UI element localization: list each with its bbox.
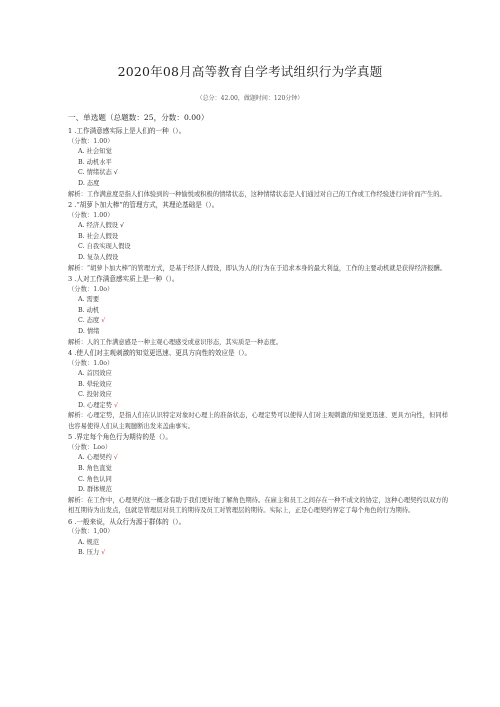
answer-option-text: C. 自我实现人假设 bbox=[78, 243, 131, 251]
document-body bbox=[68, 112, 448, 559]
answer-option bbox=[68, 475, 448, 486]
answer-option-text: B. 动机水平 bbox=[78, 158, 112, 166]
question-block bbox=[68, 200, 448, 274]
correct-checkmark-icon: √ bbox=[113, 169, 118, 177]
answer-option-text: A. 社会知觉 bbox=[78, 148, 112, 156]
section-header: 一、单选题（总题数：25，分数：0.00） bbox=[68, 113, 209, 122]
answer-option bbox=[68, 538, 448, 549]
answer-option-text: B. 动机 bbox=[78, 306, 100, 314]
question-stem: 6 .一般来说，从众行为源于群体的（）。 bbox=[68, 517, 186, 526]
answer-option-text: A. 需要 bbox=[78, 296, 100, 304]
answer-option-text: C. 情绪状态 bbox=[78, 169, 112, 177]
answer-option bbox=[68, 242, 448, 253]
correct-checkmark-icon: √ bbox=[101, 317, 106, 325]
answer-option bbox=[68, 316, 448, 327]
question-stem: 5 .界定每个角色行为期待的是（）。 bbox=[68, 433, 172, 442]
question-score: （分数：1.0o） bbox=[68, 359, 114, 367]
question-explanation: 解析：工作满意度是指人们体验到的一种愉悦或积极的情绪状态，这种情绪状态是人们通过对自己的工作或工作经验进行评价而产生的。 bbox=[68, 190, 446, 198]
question-explanation: 解析：在工作中，心理契约这一概念有助于我们更好地了解角色期待。在雇主和员工之间存在一种不成文的协定，这种心理契约以双方的相互期待为出发点，包就是管理层对员工的期待及员工对管理层的期待。实际上，正是心理契约界定了每个角色的行为期待。 bbox=[68, 496, 448, 515]
question-list bbox=[68, 126, 448, 559]
correct-checkmark-icon: √ bbox=[120, 222, 125, 230]
answer-option bbox=[68, 464, 448, 475]
answer-option-text: B. 社会人假设 bbox=[78, 232, 119, 240]
answer-option-text: D. 群体规范 bbox=[78, 486, 113, 494]
question-score: （分数：1.0o） bbox=[68, 285, 114, 293]
answer-option-text: A. 心理契约 bbox=[78, 454, 112, 462]
answer-option-text: C. 投射效应 bbox=[78, 391, 112, 399]
answer-option bbox=[68, 221, 448, 232]
question-score: （分数：1,00） bbox=[68, 528, 114, 536]
answer-option bbox=[68, 306, 448, 317]
question-block bbox=[68, 348, 448, 432]
answer-option bbox=[68, 369, 448, 380]
question-explanation: 解析：“胡萝卜加大棒”的管理方式，是基于经济人假设，即认为人的行为在于追求本身的最大利益，工作的主要动机就是获得经济报酬。 bbox=[68, 264, 446, 272]
answer-option bbox=[68, 179, 448, 190]
correct-checkmark-icon: √ bbox=[101, 549, 106, 557]
answer-option bbox=[68, 168, 448, 179]
answer-option-text: A. 规范 bbox=[78, 538, 100, 546]
answer-option-text: B. 压力 bbox=[78, 549, 100, 557]
question-block bbox=[68, 274, 448, 348]
question-score: （分数：Loo） bbox=[68, 443, 112, 451]
answer-option-text: D. 态度 bbox=[78, 179, 100, 187]
question-stem: 1 .工作满意感实际上是人们的一种（）。 bbox=[68, 127, 186, 135]
answer-option bbox=[68, 485, 448, 496]
question-explanation: 解析：人的工作满意感是一种主观心理感受或意识形态，其实质是一种态度。 bbox=[68, 338, 283, 346]
answer-option bbox=[68, 295, 448, 306]
correct-checkmark-icon: √ bbox=[113, 454, 118, 462]
answer-option bbox=[68, 548, 448, 559]
answer-option bbox=[68, 253, 448, 264]
question-stem: 3 .人对工作满意感实质上是一种（）。 bbox=[68, 274, 179, 283]
question-block bbox=[68, 432, 448, 516]
answer-option bbox=[68, 232, 448, 243]
correct-checkmark-icon: √ bbox=[114, 401, 119, 409]
answer-option-text: B. 角色直觉 bbox=[78, 465, 112, 473]
question-score: （分数：1.00） bbox=[68, 211, 114, 219]
answer-option-text: D. 情绪 bbox=[78, 327, 100, 335]
answer-option bbox=[68, 453, 448, 464]
answer-option bbox=[68, 327, 448, 338]
answer-option bbox=[68, 401, 448, 412]
answer-option-text: D. 心理定势 bbox=[78, 401, 113, 409]
answer-option-text: A. 经济人假设 bbox=[78, 222, 119, 230]
document-subtitle: （总分：42.00，做题时间：120分钟） bbox=[196, 95, 304, 102]
question-stem: 4 .使人们对主观刺激的知觉更迅速、更具方向性的效应是（）。 bbox=[68, 348, 252, 357]
answer-option-text: B. 晕轮效应 bbox=[78, 380, 112, 388]
answer-option-text: D. 复杂人假设 bbox=[78, 253, 119, 261]
answer-option-text: C. 角色认同 bbox=[78, 475, 112, 483]
question-score: （分数：1.00） bbox=[68, 137, 114, 145]
question-block bbox=[68, 517, 448, 559]
answer-option-text: C. 态度 bbox=[78, 317, 100, 325]
document-title: 2020年08月高等教育自学考试组织行为学真题 bbox=[117, 64, 383, 79]
question-block bbox=[68, 126, 448, 200]
answer-option bbox=[68, 158, 448, 169]
answer-option bbox=[68, 380, 448, 391]
answer-option bbox=[68, 390, 448, 401]
question-explanation: 解析：心理定势，是指人们在认识特定对象时心理上的准备状态，心理定势可以使得人们对主观刺激的知觉更迅速、更具方向性，但同样也容易使得人们从主观臆断出发来盖曲事实。 bbox=[68, 412, 448, 430]
question-stem: 2 .“胡萝卜加大棒”的管理方式，其理论基础是（）。 bbox=[68, 200, 219, 209]
answer-option bbox=[68, 147, 448, 158]
answer-option-text: A. 首因效应 bbox=[78, 370, 112, 378]
